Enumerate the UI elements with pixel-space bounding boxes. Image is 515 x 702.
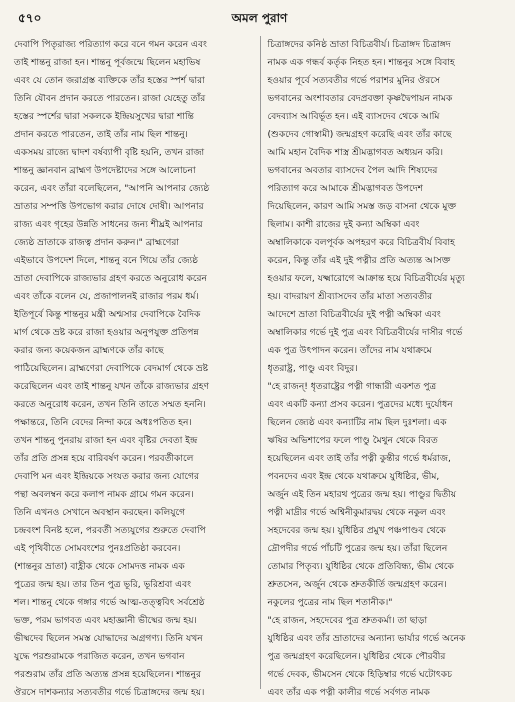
- text-line: সহদেবের জন্ম হয়। যুধিষ্ঠির প্রমুখ পঞ্চপাণ্ডব থেকে: [267, 526, 446, 536]
- text-line: ভক্ত, পরম ভাগবত এবং মহাজ্ঞানী ভীষ্মের জন্ম হয়।: [14, 616, 197, 626]
- text-line: পাঠিয়েছিলেন। ব্রাহ্মণেরা দেবাপিকে বেদমার্গ থেকে ভ্রষ্ট: [14, 364, 209, 374]
- text-line: তোমার পিতৃব্য। যুধিষ্ঠির থেকে প্রতিবিন্ধ্য, ভীম থেকে: [267, 562, 454, 572]
- text-line: ইতিপূর্বে কিন্তু শান্তনুর মন্ত্রী অশ্মসার দেবাপিকে বৈদিক: [14, 310, 201, 320]
- text-line: তিনি এখনও সেখানে অবস্থান করছেন। কলিযুগে: [14, 508, 186, 518]
- text-line: "হে রাজন্! ধৃতরাষ্ট্রের পত্নী গান্ধারী একশত পুত্র: [267, 382, 437, 392]
- text-line: হয়েছিলেন এবং তাই তাঁর পত্নী কুন্তীর গর্ভে ধর্মরাজ,: [267, 454, 451, 464]
- text-line: আমি মহান বৈদিক শাস্ত্র শ্রীমদ্ভাগবত অধ্যয়ন করি।: [267, 148, 444, 158]
- text-line: করার জন্য কয়েকজন ব্রাহ্মণকে তাঁর কাছে: [14, 346, 164, 356]
- text-line: (শান্তনুর ভ্রাতা) বাহ্লীক থেকে সোমদত্ত নামক এক: [14, 562, 185, 572]
- text-line: এবং তাঁকে বলেন যে, প্রজাপালনই রাজার পরম ধর্ম।: [14, 292, 199, 302]
- text-line: দ্রৌপদীর গর্ভে পাঁচটি পুত্রের জন্ম হয়। তাঁরা ছিলেন: [267, 544, 448, 554]
- text-line: এক পুত্র উৎপাদন করেন। তাঁদের নাম যথাক্রমে: [267, 346, 432, 356]
- text-line: পুত্র জন্মগ্রহণ করেছিলেন। যুধিষ্ঠির থেকে পৌরবীর: [267, 652, 446, 662]
- text-line: এই পৃথিবীতে সোমবংশের পুনঃপ্রতিষ্ঠা করবেন।: [14, 544, 181, 554]
- text-line: বেদব্যাস আবির্ভূত হন। এই ব্যাসদেব থেকে আমি: [267, 112, 440, 122]
- text-line: দেবাপি মন এবং ইন্দ্রিয়কে সংযত করার জন্য যোগের: [14, 472, 199, 482]
- right-column: [260, 36, 506, 698]
- text-line: ঋষির অভিশাপের ফলে পাণ্ডু মৈথুন থেকে বিরত: [267, 436, 438, 446]
- text-line: ভগবানের অংশাবতার বেদপ্রবক্তা কৃষ্ণদ্বৈপায়ন নামক: [267, 94, 453, 104]
- text-line: রাজ্য এবং গৃহের উন্নতি সাধনের জন্য শীঘ্রই আপনার: [14, 220, 203, 230]
- text-line: ভগবানের অবতার ব্যাসদেব পৈল আদি শিষ্যদের: [267, 166, 438, 176]
- text-line: (শুকদেব গোস্বামী) জন্মগ্রহণ করেছি এবং তাঁর কাছে: [267, 130, 452, 140]
- text-line: পন্থা অবলম্বন করে কলাপ নামক গ্রামে গমন করেন।: [14, 490, 194, 500]
- text-line: জ্যেষ্ঠ ভ্রাতাকে রাজত্ব প্রদান করুন।" ব্রাহ্মণেরা: [14, 238, 179, 248]
- text-line: এইভাবে উপদেশ দিলে, শান্তনু বনে গিয়ে তাঁর জ্যেষ্ঠ: [14, 256, 199, 266]
- text-line: ছিলাম। কাশী রাজের দুই কন্যা অম্বিকা এবং: [267, 220, 420, 230]
- text-line: এবং তাঁর এক পত্নী কালীর গর্ভে সর্বগত নামক: [267, 688, 430, 698]
- text-line: করতে অনুরোধ করেন, তখন তিনি তাতে সম্মত হননি।: [14, 400, 206, 410]
- text-line: তাঁর প্রতি প্রসন্ন হয়ে বারিবর্ষণ করেন। পরবর্তীকালে: [14, 454, 194, 464]
- text-line: ভ্রাতা দেবাপিকে রাজ্যভার গ্রহণ করতে অনুরোধ করেন: [14, 274, 207, 284]
- text-line: তিনি যৌবন প্রদান করতে পারতেন। রাজা যেহেতু তাঁর: [14, 94, 206, 104]
- text-line: অর্জুন এই তিন মহারথ পুত্রের জন্ম হয়। পাণ্ডুর দ্বিতীয়: [267, 490, 457, 500]
- text-line: শল। শান্তনু থেকে গঙ্গার গর্ভে আত্ম-তত্ত্ববিৎ সর্বশ্রেষ্ঠ: [14, 598, 205, 608]
- page-number: ৫৭০: [18, 11, 42, 25]
- text-line: ঔরসে দাশকন্যার সত্যবতীর গর্ভে চিত্রাঙ্গদের জন্ম হয়।: [14, 688, 205, 698]
- text-line: চন্দ্রবংশ বিনষ্ট হলে, পরবর্তী সত্যযুগের শুরুতে দেবাপি: [14, 526, 206, 536]
- text-line: শ্রুতসেন, অর্জুন থেকে শ্রুতকীর্তি জন্মগ্রহণ করেন।: [267, 580, 447, 590]
- text-line: হওয়ার পূর্বে সত্যবতীর গর্ভে পরাশর মুনির ঔরসে: [267, 76, 440, 86]
- text-line: হয়। বাদরায়ণ শ্রীব্যাসদেব তাঁর মাতা সত্যবতীর: [267, 292, 433, 302]
- text-line: ভ্রাতার সম্পত্তি উপভোগ করার দোষে দোষী। আপনার: [14, 202, 204, 212]
- running-title: অমল পুরাণ: [231, 11, 288, 25]
- text-line: ছিলেন জ্যেষ্ঠ এবং কন্যাটির নাম ছিল দুঃশলা। এক: [267, 418, 447, 428]
- text-line: মার্গ থেকে ভ্রষ্ট করে রাজা হওয়ার অনুপযুক্ত প্রতিপন্ন: [14, 328, 199, 338]
- text-line: এবং যে তোন জরাগ্রস্ত ব্যক্তিকে তাঁর হস্তের স্পর্শ দ্বারা: [14, 76, 205, 86]
- text-line: যুধিষ্ঠির এবং তাঁর ভ্রাতাদের অন্যান্য ভার্যার গর্ভে অনেক: [267, 634, 466, 644]
- text-line: নকুলের পুত্রের নাম ছিল শতানীক।": [267, 598, 393, 608]
- text-line: একসময় রাজ্যে দ্বাদশ বর্ষব্যাপী বৃষ্টি হয়নি, তখন রাজা: [14, 148, 205, 158]
- text-columns: [14, 36, 505, 698]
- text-line: পরশুরাম তাঁর প্রতি অত্যন্ত প্রসন্ন হয়েছিলেন। শান্তনুর: [14, 670, 202, 680]
- text-line: যুদ্ধে পরশুরামকে পরাজিত করেন, তখন ভগবান: [14, 652, 185, 662]
- text-line: দিয়েছিলেন, কারণ আমি সমস্ত জড় বাসনা থেকে মুক্ত: [267, 202, 457, 212]
- text-line: অম্বালিকাকে বলপূর্বক অপহরণ করে বিচিত্রবীর্য বিবাহ: [267, 238, 455, 248]
- text-line: চিত্রাঙ্গদের কনিষ্ঠ ভ্রাতা বিচিত্রবীর্য। চিত্রাঙ্গদ চিত্রাঙ্গদ: [267, 40, 451, 50]
- text-line: পবনদেব এবং ইন্দ্র থেকে যথাক্রমে যুধিষ্ঠির, ভীম,: [267, 472, 440, 482]
- text-line: তাই শান্তনু রাজা হন। শান্তনু পূর্বজন্মে ছিলেন মহাভিষ: [14, 58, 201, 68]
- text-line: আদেশে ভ্রাতা বিচিত্রবীর্যের দুই পত্নী অম্বিকা এবং: [267, 310, 441, 320]
- text-line: ভীষ্মদেব ছিলেন সমস্ত যোদ্ধাদের অগ্রগণ্য। তিনি যখন: [14, 634, 203, 644]
- text-line: গর্ভে দেবক, ভীমসেন থেকে হিড়িম্বার গর্ভে ঘটোৎকচ: [267, 670, 452, 680]
- text-line: তখন শান্তনু পুনরায় রাজা হন এবং বৃষ্টির দেবতা ইন্দ্র: [14, 436, 198, 446]
- text-line: পরিত্যাগ করে আমাকে শ্রীমদ্ভাগবত উপদেশ: [267, 184, 423, 194]
- text-line: ধৃতরাষ্ট্র, পাণ্ডু এবং বিদুর।: [267, 364, 358, 374]
- text-line: শান্তনু জ্ঞানবান ব্রাহ্মণ উপদেষ্টাদের সঙ্গে আলোচনা: [14, 166, 196, 176]
- text-line: পুত্রের জন্ম হয়। তার তিন পুত্র ভূরি, ভূরিশ্রবা এবং: [14, 580, 192, 590]
- left-column: [14, 36, 260, 698]
- text-line: অম্বালিকার গর্ভে দুই পুত্র এবং বিচিত্রবীর্যের দাসীর গর্ভে: [267, 328, 463, 338]
- text-line: হস্তের স্পর্শের দ্বারা সকলকে ইন্দ্রিয়সুখের দ্বারা শান্তি: [14, 112, 194, 122]
- text-line: করেন, এবং তাঁরা বলেছিলেন, "আপনি আপনার জ্যেষ্ঠ: [14, 184, 210, 194]
- text-line: "হে রাজন, সহদেবের পুত্র শ্রুতকর্মা। তা ছাড়া: [267, 616, 428, 626]
- text-line: পক্ষান্তরে, তিনি বেদের নিন্দা করে অধঃপতিত হন।: [14, 418, 192, 428]
- text-line: করেন, কিন্তু তাঁর এই দুই পত্নীর প্রতি অত্যন্ত আসক্ত: [267, 256, 451, 266]
- page-header: [14, 8, 505, 32]
- text-line: নামক এক গন্ধর্ব কর্তৃক নিহত হন। শান্তনুর সঙ্গে বিবাহ: [267, 58, 455, 68]
- text-line: দেবাপি পিতৃরাজ্য পরিত্যাগ করে বনে গমন করেন এবং: [14, 40, 207, 50]
- text-line: করেছিলেন এবং তাই শান্তনু যখন তাঁকে রাজ্যভার গ্রহণ: [14, 382, 210, 392]
- text-line: হওয়ার ফলে, যক্ষ্মারোগে আক্রান্ত হয়ে বিচিত্রবীর্যের মৃত্যু: [267, 274, 465, 284]
- text-line: এবং একটি কন্যা প্রসব করেন। পুত্রদের মধ্যে দুর্যোধন: [267, 400, 453, 410]
- text-line: প্রদান করতে পারতেন, তাই তাঁর নাম ছিল শান্তনু।: [14, 130, 188, 140]
- text-line: পত্নী মাদ্রীর গর্ভে অশ্বিনীকুমারদ্বয় থেকে নকুল এবং: [267, 508, 446, 518]
